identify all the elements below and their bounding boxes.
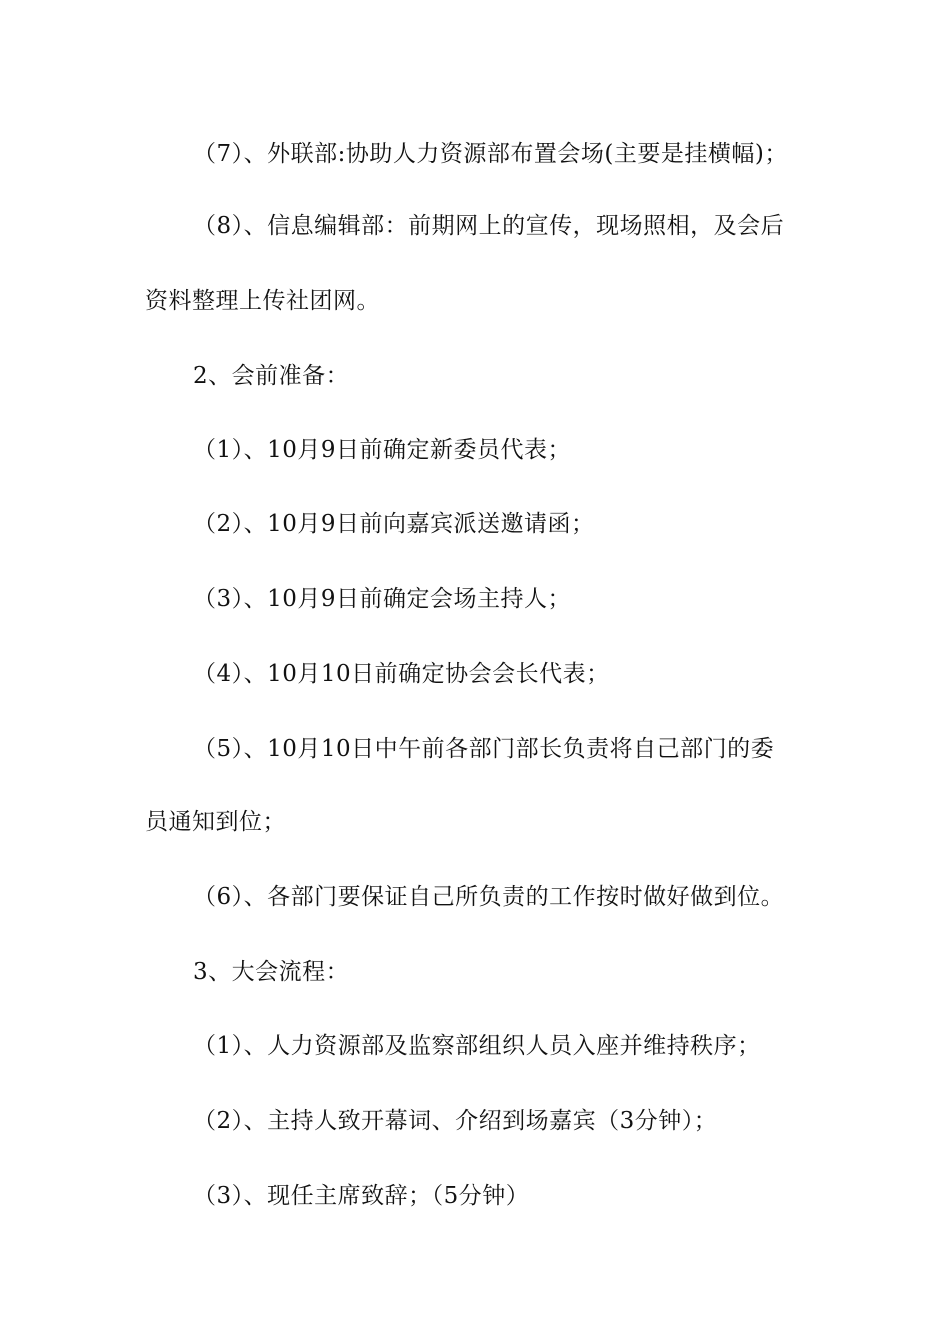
paragraph-line: （8）、信息编辑部：前期网上的宣传，现场照相，及会后 <box>193 213 785 239</box>
list-item: （4）、10月10日前确定协会会长代表； <box>193 661 610 687</box>
list-item: （1）、10月9日前确定新委员代表； <box>193 437 572 463</box>
list-item: （3）、现任主席致辞；（5分钟） <box>193 1183 530 1209</box>
list-item: （1）、人力资源部及监察部组织人员入座并维持秩序； <box>193 1033 761 1059</box>
list-item: （5）、10月10日中午前各部门部长负责将自己部门的委 <box>193 736 775 762</box>
section-heading: 3、大会流程： <box>193 959 350 985</box>
list-item: （2）、10月9日前向嘉宾派送邀请函； <box>193 511 595 537</box>
list-item: （2）、主持人致开幕词、介绍到场嘉宾（3分钟）； <box>193 1108 718 1134</box>
paragraph-line: 资料整理上传社团网。 <box>145 288 380 314</box>
list-item: （3）、10月9日前确定会场主持人； <box>193 586 572 612</box>
list-item: （6）、各部门要保证自己所负责的工作按时做好做到位。 <box>193 884 785 910</box>
paragraph-line: （7）、外联部:协助人力资源部布置会场(主要是挂横幅)； <box>193 141 788 167</box>
paragraph-line: 员通知到位； <box>145 809 286 835</box>
section-heading: 2、会前准备： <box>193 363 350 389</box>
